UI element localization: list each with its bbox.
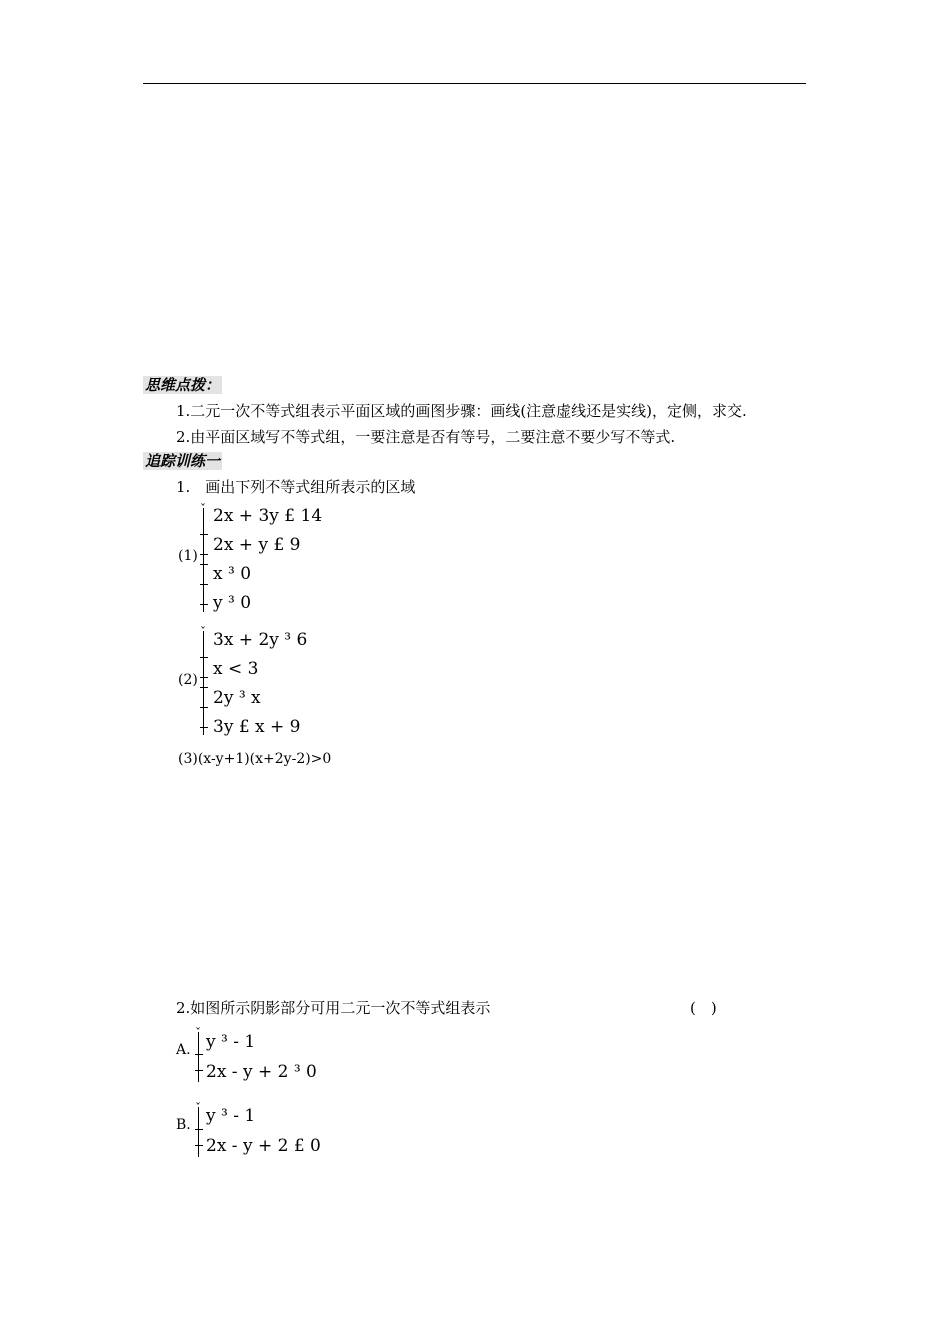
- system-2-line-3: 2y ³ x: [213, 688, 261, 708]
- system-2-line-4: 3y £ x + 9: [213, 717, 301, 737]
- tip-line-1: 1.二元一次不等式组表示平面区域的画图步骤：画线(注意虚线还是实线)，定侧，求交.: [176, 402, 747, 420]
- option-a-label: A.: [176, 1042, 191, 1058]
- option-b-line-2: 2x - y + 2 £ 0: [206, 1136, 321, 1156]
- option-b-brace: ˇ: [195, 1107, 203, 1157]
- system-2-line-2: x < 3: [213, 659, 259, 679]
- system-1-line-3: x ³ 0: [213, 564, 252, 584]
- question-2: 2.如图所示阴影部分可用二元一次不等式组表示: [176, 999, 491, 1017]
- answer-bracket: ( ): [690, 999, 717, 1017]
- option-a-line-2: 2x - y + 2 ³ 0: [206, 1062, 317, 1082]
- system-2-line-1: 3x + 2y ³ 6: [213, 630, 308, 650]
- tip-line-2: 2.由平面区域写不等式组，一要注意是否有等号，二要注意不要少写不等式.: [176, 428, 676, 446]
- practice-heading: 追踪训练一: [145, 452, 221, 470]
- option-a-brace: ˇ: [195, 1032, 203, 1082]
- option-b-line-1: y ³ - 1: [206, 1106, 256, 1126]
- tips-heading: 思维点拨：: [145, 376, 221, 394]
- system-2-brace: ˇ: [200, 631, 208, 735]
- option-a-line-1: y ³ - 1: [206, 1032, 256, 1052]
- system-1-line-4: y ³ 0: [213, 593, 252, 613]
- system-1-brace: ˇ: [200, 508, 208, 612]
- system-1-line-2: 2x + y £ 9: [213, 535, 301, 555]
- system-3-expression: (3)(x-y+1)(x+2y-2)>0: [178, 751, 332, 767]
- option-b-label: B.: [176, 1117, 191, 1133]
- question-1: 1. 画出下列不等式组所表示的区域: [176, 478, 416, 496]
- system-1-label: (1): [178, 548, 198, 564]
- system-2-label: (2): [178, 672, 198, 688]
- header-rule: [143, 83, 806, 84]
- system-1-line-1: 2x + 3y £ 14: [213, 506, 323, 526]
